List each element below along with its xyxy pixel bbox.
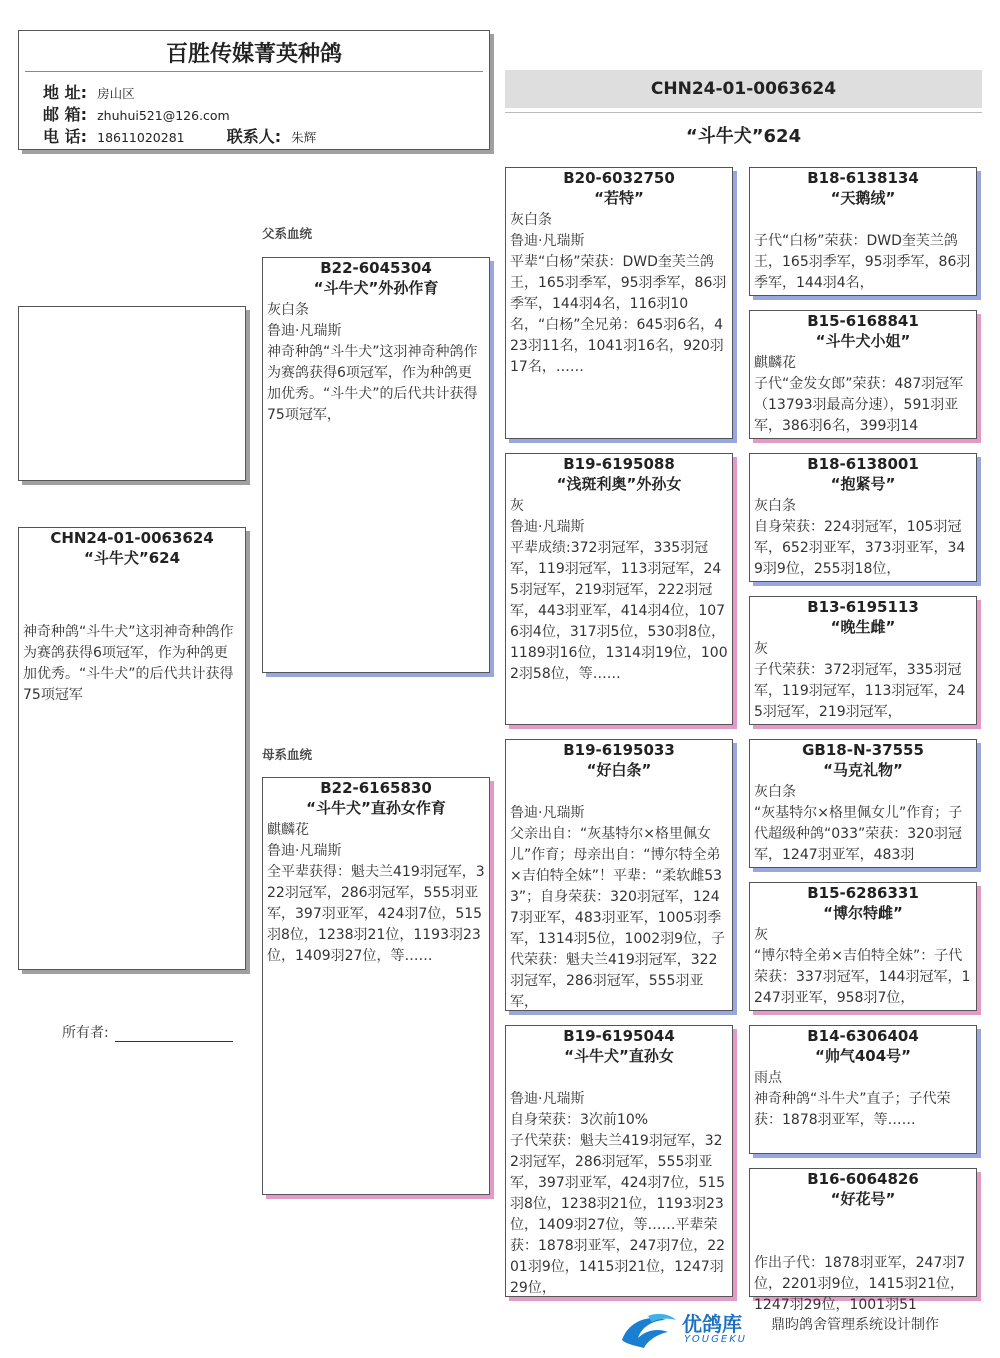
yougeku-logo bbox=[618, 1310, 758, 1350]
logo-subtext: YOUGEKU bbox=[684, 1334, 747, 1345]
gen3-1-ring: B18-6138134 bbox=[807, 169, 919, 187]
contact-value: 朱辉 bbox=[291, 130, 317, 145]
gen3-7-desc: 神奇种鸽“斗牛犬”直子；子代荣获：1878羽亚军，等…… bbox=[754, 1091, 951, 1128]
gen3-card-7 bbox=[749, 1025, 977, 1154]
gen3-8-desc: 作出子代：1878羽亚军，247羽7位，2201羽9位，1415羽21位，1247羽29位，1001羽51 bbox=[754, 1255, 966, 1313]
gen2-ds-breeder: 鲁迪·凡瑞斯 bbox=[510, 805, 585, 821]
gen2-sd-name: “浅斑利奥”外孙女 bbox=[556, 475, 682, 493]
owner-blank bbox=[115, 1028, 233, 1042]
gen3-card-1 bbox=[749, 167, 977, 296]
gen3-6-name: “博尔特雌” bbox=[823, 904, 903, 922]
gen3-card-4 bbox=[749, 596, 977, 725]
email-row bbox=[43, 105, 230, 127]
gen2-ds-color bbox=[510, 782, 728, 803]
gen3-8-ring: B16-6064826 bbox=[807, 1170, 919, 1188]
gen3-card-3 bbox=[749, 453, 977, 582]
address-label: 地 址: bbox=[43, 83, 87, 102]
gen2-ss-desc: 平辈“白杨”荣获：DWD奎芙兰鸽王，165羽季军，95羽季军，86羽季军，144羽4名，116羽10名，“白杨”全兄弟：645羽6名，423羽11名，1041羽16名，920羽17名，…… bbox=[510, 254, 727, 375]
subject-card bbox=[18, 527, 246, 970]
gen2-ds-name: “好白条” bbox=[586, 761, 652, 779]
subject-ring: CHN24-01-0063624 bbox=[50, 529, 214, 547]
gen3-2-name: “斗牛犬小姐” bbox=[815, 332, 911, 350]
bird-swirl-icon bbox=[618, 1310, 678, 1350]
sire-desc: 神奇种鸽“斗牛犬”这羽神奇种鸽作为赛鸽获得6项冠军，作为种鸽更加优秀。“斗牛犬”的后代共计获得75项冠军， bbox=[267, 344, 478, 423]
loft-header bbox=[18, 30, 490, 150]
gen2-dam-dam-card bbox=[505, 1025, 733, 1297]
sire-line-label: 父系血统 bbox=[262, 226, 313, 241]
gen2-dd-desc: 自身荣获：3次前10% 子代荣获：魁夫兰419羽冠军，322羽冠军，286羽冠军，555羽亚军，397羽亚军，424羽7位，515羽8位，1238羽21位，1193羽23位，1409羽27位，等……平辈荣获：1878羽亚军，247羽7位，2201羽9位，1415羽21位，1247羽29位， bbox=[510, 1112, 726, 1296]
gen3-3-desc: 自身荣获：224羽冠军，105羽冠军，652羽亚军，373羽亚军，349羽9位，255羽18位， bbox=[754, 519, 966, 577]
gen3-card-8 bbox=[749, 1168, 977, 1313]
owner-label: 所有者: bbox=[62, 1025, 109, 1041]
gen2-ds-desc: 父亲出自：“灰基特尔×格里佩女儿”作育；母亲出自：“博尔特全弟×吉伯特全妹”！平辈：“柔软雌533”；自身荣获：320羽冠军，1247羽亚军，483羽亚军，1005羽季军，1314羽5位，1002羽9位，子代荣获：魁夫兰419羽冠军，322羽冠军，286羽冠军，555羽亚军， bbox=[510, 826, 726, 1010]
gen3-2-color: 麒麟花 bbox=[754, 355, 796, 371]
gen2-ss-name: “若特” bbox=[594, 189, 644, 207]
gen3-4-color: 灰 bbox=[754, 641, 768, 657]
subject-desc: 神奇种鸽“斗牛犬”这羽神奇种鸽作为赛鸽获得6项冠军，作为种鸽更加优秀。“斗牛犬”的后代共计获得75项冠军 bbox=[23, 624, 234, 703]
gen3-4-name: “晚生雌” bbox=[830, 618, 896, 636]
gen3-5-desc: “灰基特尔×格里佩女儿”作育；子代超级种鸽“033”荣获：320羽冠军，1247羽亚军，483羽 bbox=[754, 805, 963, 863]
dam-color: 麒麟花 bbox=[267, 822, 309, 838]
gen3-3-name: “抱紧号” bbox=[830, 475, 896, 493]
email-label: 邮 箱: bbox=[43, 105, 87, 124]
gen2-sd-ring: B19-6195088 bbox=[563, 455, 675, 473]
subject-name: “斗牛犬”624 bbox=[83, 549, 181, 567]
gen2-sire-sire-card bbox=[505, 167, 733, 439]
gen3-7-ring: B14-6306404 bbox=[807, 1027, 919, 1045]
gen3-6-desc: “博尔特全弟×吉伯特全妹”：子代荣获：337羽冠军，144羽冠军，1247羽亚军，958羽7位， bbox=[754, 948, 971, 1006]
sire-ring: B22-6045304 bbox=[320, 259, 432, 277]
gen2-dd-name: “斗牛犬”直孙女 bbox=[564, 1047, 674, 1065]
gen3-card-5 bbox=[749, 739, 977, 868]
gen3-3-ring: B18-6138001 bbox=[807, 455, 919, 473]
pigeon-photo-frame bbox=[18, 306, 246, 481]
sire-breeder: 鲁迪·凡瑞斯 bbox=[267, 323, 342, 339]
gen2-sd-color: 灰 bbox=[510, 498, 524, 514]
gen2-ss-breeder: 鲁迪·凡瑞斯 bbox=[510, 233, 585, 249]
owner-field bbox=[62, 1022, 233, 1042]
address-row bbox=[43, 83, 135, 105]
sire-color: 灰白条 bbox=[267, 302, 309, 318]
dam-line-label: 母系血统 bbox=[262, 747, 313, 762]
gen3-5-name: “马克礼物” bbox=[823, 761, 903, 779]
email-value: zhuhui521@126.com bbox=[97, 108, 230, 123]
gen3-4-desc: 子代荣获：372羽冠军，335羽冠军，119羽冠军，113羽冠军，245羽冠军，219羽冠军， bbox=[754, 662, 966, 720]
dam-name: “斗牛犬”直孙女作育 bbox=[306, 799, 446, 817]
phone-label: 电 话: bbox=[43, 127, 87, 146]
gen3-2-ring: B15-6168841 bbox=[807, 312, 919, 330]
gen2-dd-color bbox=[510, 1068, 728, 1089]
gen3-1-desc: 子代“白杨”荣获：DWD奎芙兰鸽王，165羽季军，95羽季军，86羽季军，144羽4名， bbox=[754, 233, 971, 291]
gen2-ds-ring: B19-6195033 bbox=[563, 741, 675, 759]
header-divider bbox=[25, 71, 483, 72]
dam-desc: 全平辈获得：魁夫兰419羽冠军，322羽冠军，286羽冠军，555羽亚军，397羽亚军，424羽7位，515羽8位，1238羽21位，1193羽23位，1409羽27位，等…… bbox=[267, 864, 485, 964]
dam-ring: B22-6165830 bbox=[320, 779, 432, 797]
phone-row bbox=[43, 127, 316, 149]
gen2-sd-desc: 平辈成绩:372羽冠军，335羽冠军，119羽冠军，113羽冠军，245羽冠军，219羽冠军，222羽冠军，443羽亚军，414羽4位，1076羽4位，317羽5位，530羽8位，1189羽16位，1314羽19位，1002羽58位，等…… bbox=[510, 540, 728, 682]
gen3-1-color bbox=[754, 210, 972, 231]
gen3-3-color: 灰白条 bbox=[754, 498, 796, 514]
gen2-ss-ring: B20-6032750 bbox=[563, 169, 675, 187]
gen2-ss-color: 灰白条 bbox=[510, 212, 552, 228]
footer-credit: 鼎昀鸽舍管理系统设计制作 bbox=[771, 1317, 939, 1333]
subject-name-banner: “斗牛犬”624 bbox=[685, 126, 802, 147]
dam-card bbox=[262, 777, 490, 1195]
gen2-sire-dam-card bbox=[505, 453, 733, 725]
gen2-sd-breeder: 鲁迪·凡瑞斯 bbox=[510, 519, 585, 535]
gen2-dam-sire-card bbox=[505, 739, 733, 1011]
gen2-dd-ring: B19-6195044 bbox=[563, 1027, 675, 1045]
gen3-5-ring: GB18-N-37555 bbox=[802, 741, 924, 759]
phone-value: 18611020281 bbox=[97, 130, 185, 145]
address-value: 房山区 bbox=[97, 86, 135, 101]
gen3-4-ring: B13-6195113 bbox=[807, 598, 919, 616]
gen3-5-color: 灰白条 bbox=[754, 784, 796, 800]
banner-divider bbox=[505, 112, 982, 113]
gen3-1-name: “天鹅绒” bbox=[830, 189, 896, 207]
gen3-6-color: 灰 bbox=[754, 927, 768, 943]
gen3-card-2 bbox=[749, 310, 977, 439]
gen3-6-ring: B15-6286331 bbox=[807, 884, 919, 902]
gen2-dd-breeder: 鲁迪·凡瑞斯 bbox=[510, 1091, 585, 1107]
gen3-8-name: “好花号” bbox=[830, 1190, 896, 1208]
loft-title: 百胜传媒菁英种鸽 bbox=[165, 42, 342, 67]
gen3-7-name: “帅气404号” bbox=[814, 1047, 912, 1065]
logo-text: 优鸽库 bbox=[682, 1312, 742, 1336]
gen3-7-color: 雨点 bbox=[754, 1070, 782, 1086]
contact-label: 联系人: bbox=[226, 127, 282, 146]
gen3-8-color bbox=[754, 1211, 972, 1253]
gen3-2-desc: 子代“金发女郎”荣获：487羽冠军（13793羽最高分速），591羽亚军，386羽6名，399羽14 bbox=[754, 376, 964, 434]
sire-card bbox=[262, 257, 490, 673]
sire-name: “斗牛犬”外孙作育 bbox=[313, 279, 439, 297]
gen3-card-6 bbox=[749, 882, 977, 1011]
subject-ring-banner: CHN24-01-0063624 bbox=[505, 70, 982, 108]
dam-breeder: 鲁迪·凡瑞斯 bbox=[267, 843, 342, 859]
